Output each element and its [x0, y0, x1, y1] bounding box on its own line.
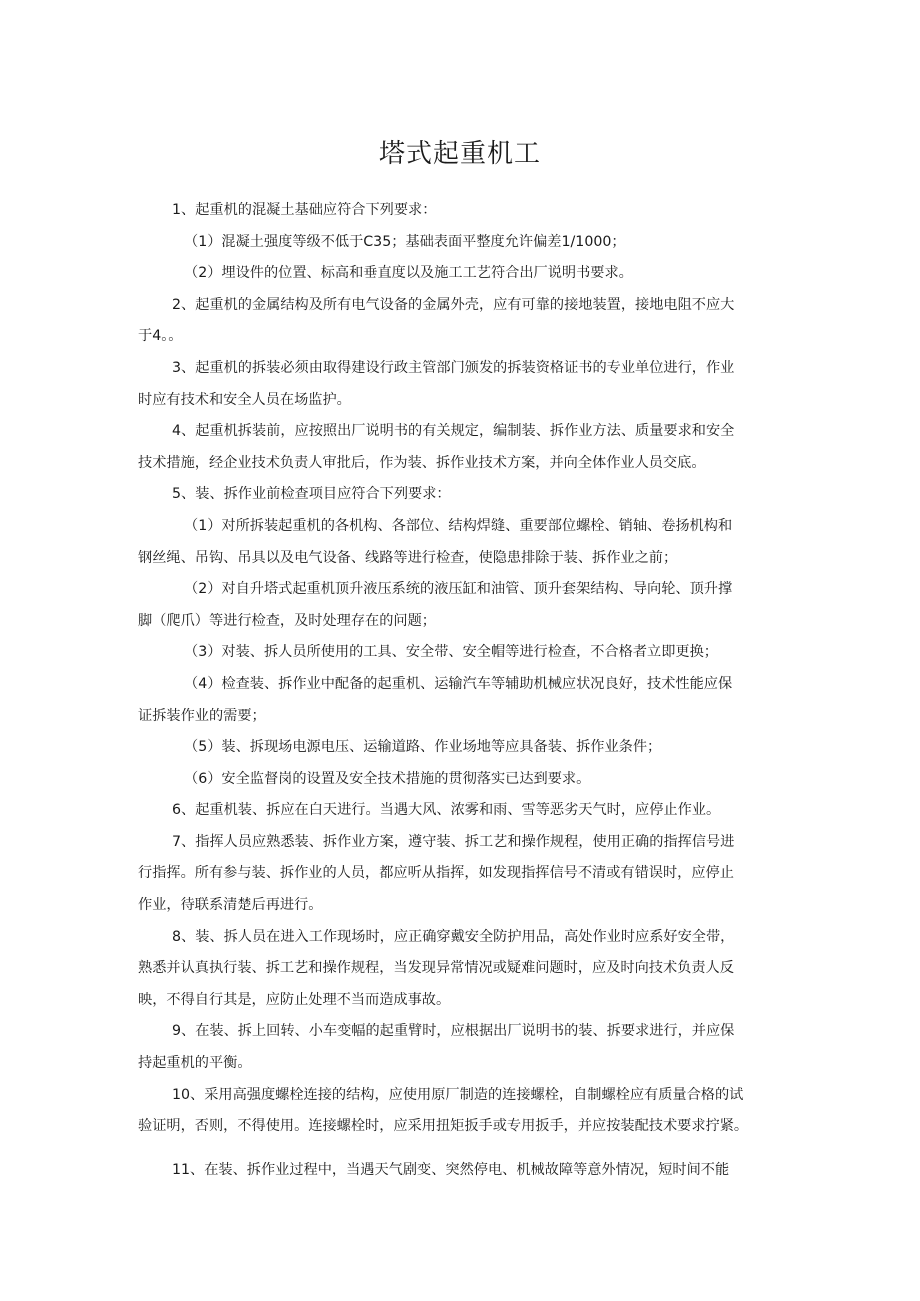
item-8-line-3: 映，不得自行其是，应防止处理不当而造成事故。 — [138, 991, 451, 1008]
item-9-line-2: 持起重机的平衡。 — [138, 1055, 252, 1072]
item-5-sub-5: （5）装、拆现场电源电压、运输道路、作业场地等应具备装、拆作业条件； — [184, 739, 662, 756]
item-5-sub-2-line-2: 脚（爬爪）等进行检查，及时处理存在的问题； — [138, 612, 436, 629]
item-6: 6、起重机装、拆应在白天进行。当遇大风、浓雾和雨、雪等恶劣天气时，应停止作业。 — [172, 802, 721, 819]
item-8-line-1: 8、装、拆人员在进入工作现场时，应正确穿戴安全防护用品，高处作业时应系好安全带， — [172, 928, 735, 945]
item-8-line-2: 熟悉并认真执行装、拆工艺和操作规程，当发现异常情况或疑难问题时，应及时向技术负责人反 — [138, 960, 734, 977]
item-5-sub-2-line-1: （2）对自升塔式起重机顶升液压系统的液压缸和油管、顶升套架结构、导向轮、顶升撑 — [184, 581, 733, 598]
item-1: 1、起重机的混凝土基础应符合下列要求： — [172, 202, 437, 218]
item-5-sub-6: （6）安全监督岗的设置及安全技术措施的贯彻落实已达到要求。 — [184, 770, 591, 787]
item-3-line-1: 3、起重机的拆装必须由取得建设行政主管部门颁发的拆装资格证书的专业单位进行，作业 — [172, 359, 735, 376]
item-1-sub-2: （2）埋设件的位置、标高和垂直度以及施工工艺符合出厂说明书要求。 — [184, 265, 633, 282]
item-10-line-2: 验证明，否则，不得使用。连接螺栓时，应采用扭矩扳手或专用扳手，并应按装配技术要求拧紧。 — [138, 1118, 749, 1135]
item-1-sub-1: （1）混凝土强度等级不低于C35；基础表面平整度允许偏差1/1000； — [184, 233, 626, 250]
item-2-line-1: 2、起重机的金属结构及所有电气设备的金属外壳，应有可靠的接地装置，接地电阻不应大 — [172, 296, 735, 313]
item-7-line-2: 行指挥。所有参与装、拆作业的人员，都应听从指挥，如发现指挥信号不清或有错误时，应停止 — [138, 865, 734, 882]
item-4-line-2: 技术措施，经企业技术负责人审批后，作为装、拆作业技术方案，并向全体作业人员交底。 — [138, 454, 706, 471]
item-5-sub-4-line-2: 证拆装作业的需要； — [138, 707, 266, 724]
document-body — [138, 195, 784, 1186]
item-7-line-3: 作业，待联系清楚后再进行。 — [138, 897, 323, 914]
item-11-line-1: 11、在装、拆作业过程中，当遇天气剧变、突然停电、机械故障等意外情况，短时间不能 — [172, 1161, 730, 1178]
item-4-line-1: 4、起重机拆装前，应按照出厂说明书的有关规定，编制装、拆作业方法、质量要求和安全 — [172, 423, 735, 440]
paragraph-gap — [138, 1143, 784, 1155]
item-5-sub-1-line-1: （1）对所拆装起重机的各机构、各部位、结构焊缝、重要部位螺栓、销轴、卷扬机构和 — [184, 517, 733, 534]
item-5: 5、装、拆作业前检查项目应符合下列要求： — [172, 486, 451, 503]
item-2-line-2: 于4。。 — [138, 328, 183, 345]
item-5-sub-4-line-1: （4）检查装、拆作业中配备的起重机、运输汽车等辅助机械应状况良好，技术性能应保 — [184, 675, 733, 692]
document-title: 塔式起重机工 — [378, 139, 541, 170]
item-3-line-2: 时应有技术和安全人员在场监护。 — [138, 391, 351, 408]
item-9-line-1: 9、在装、拆上回转、小车变幅的起重臂时，应根据出厂说明书的装、拆要求进行，并应保 — [172, 1023, 735, 1040]
item-5-sub-1-line-2: 钢丝绳、吊钩、吊具以及电气设备、线路等进行检查，使隐患排除于装、拆作业之前； — [138, 549, 678, 566]
item-10-line-1: 10、采用高强度螺栓连接的结构，应使用原厂制造的连接螺栓，自制螺栓应有质量合格的试 — [172, 1086, 744, 1103]
item-7-line-1: 7、指挥人员应熟悉装、拆作业方案，遵守装、拆工艺和操作规程，使用正确的指挥信号进 — [172, 833, 735, 850]
item-5-sub-3: （3）对装、拆人员所使用的工具、安全带、安全帽等进行检查，不合格者立即更换； — [184, 644, 718, 661]
